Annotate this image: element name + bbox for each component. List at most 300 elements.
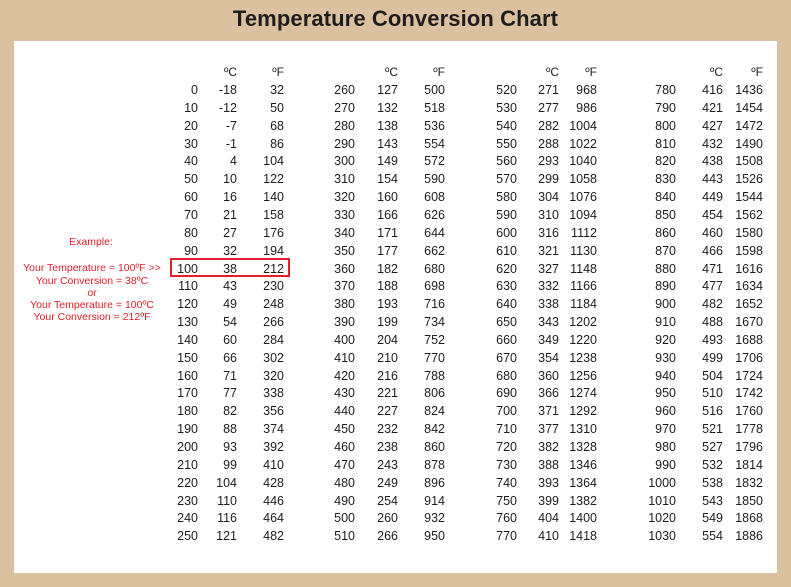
celsius-value: 360 (538, 368, 559, 383)
fahrenheit-value: 1202 (569, 315, 597, 330)
celsius-value: 343 (538, 315, 559, 330)
celsius-value: 438 (702, 154, 723, 169)
celsius-value: 221 (377, 386, 398, 401)
fahrenheit-value: 1364 (569, 475, 597, 490)
celsius-value: 549 (702, 511, 723, 526)
base-value: 1000 (648, 475, 676, 490)
base-value: 210 (177, 457, 198, 472)
celsius-value: 166 (377, 207, 398, 222)
celsius-value: 177 (377, 243, 398, 258)
celsius-value: 88 (223, 422, 237, 437)
fahrenheit-value: 158 (263, 207, 284, 222)
celsius-value: 66 (223, 350, 237, 365)
celsius-value: -12 (218, 100, 237, 115)
celsius-value: 466 (702, 243, 723, 258)
celsius-value: 293 (538, 154, 559, 169)
celsius-header: ºC (545, 65, 559, 79)
fahrenheit-value: 590 (424, 172, 445, 187)
fahrenheit-value: 1724 (735, 368, 763, 383)
base-value: 520 (496, 83, 517, 97)
celsius-value: 282 (538, 118, 559, 133)
fahrenheit-value: 176 (263, 225, 284, 240)
fahrenheit-value: 1436 (735, 83, 763, 97)
celsius-value: 499 (702, 350, 723, 365)
fahrenheit-value: 752 (424, 332, 445, 347)
base-value: 1030 (648, 529, 676, 544)
base-value: 460 (334, 440, 355, 454)
base-value: 370 (334, 279, 355, 294)
base-value: 390 (334, 315, 355, 330)
base-value: 740 (496, 475, 517, 490)
celsius-value: 327 (538, 261, 559, 276)
fahrenheit-value: 230 (263, 279, 284, 294)
fahrenheit-value: 1454 (735, 100, 763, 115)
celsius-value: 388 (538, 457, 559, 472)
celsius-value: 160 (377, 190, 398, 205)
base-value: 60 (184, 190, 198, 205)
fahrenheit-value: 932 (424, 511, 445, 526)
fahrenheit-value: 1868 (735, 511, 763, 526)
celsius-header: ºC (709, 65, 723, 79)
base-value: 470 (334, 457, 355, 472)
base-value: 230 (177, 493, 198, 508)
fahrenheit-value: 1112 (571, 225, 597, 240)
base-value: 860 (655, 225, 676, 240)
base-value: 110 (178, 279, 198, 294)
fahrenheit-value: 536 (424, 118, 445, 133)
fahrenheit-value: 1382 (569, 493, 597, 508)
example-or: or (87, 287, 97, 299)
base-value: 170 (177, 386, 198, 401)
fahrenheit-value: 1130 (570, 243, 597, 258)
base-value: 260 (334, 83, 355, 97)
fahrenheit-value: 212 (263, 261, 284, 276)
base-value: 430 (334, 386, 355, 401)
fahrenheit-value: 680 (424, 261, 445, 276)
celsius-value: 393 (538, 475, 559, 490)
base-value: 680 (496, 368, 517, 383)
celsius-value: -18 (218, 83, 237, 97)
fahrenheit-value: 572 (424, 154, 445, 169)
base-value: 20 (184, 118, 198, 133)
celsius-value: 254 (377, 493, 398, 508)
celsius-value: 232 (377, 422, 398, 437)
fahrenheit-value: 1004 (569, 118, 597, 133)
base-value: 250 (177, 529, 198, 544)
fahrenheit-value: 374 (263, 422, 284, 437)
base-value: 530 (496, 100, 517, 115)
celsius-value: 199 (377, 315, 398, 330)
celsius-value: 204 (377, 332, 398, 347)
fahrenheit-value: 824 (424, 404, 445, 419)
celsius-value: 266 (377, 529, 398, 544)
fahrenheit-value: 86 (270, 136, 284, 151)
fahrenheit-value: 716 (424, 297, 445, 312)
celsius-value: 504 (702, 368, 723, 383)
base-value: 80 (184, 225, 198, 240)
fahrenheit-value: 1238 (569, 350, 597, 365)
base-value: 850 (655, 207, 676, 222)
celsius-value: 299 (538, 172, 559, 187)
celsius-value: 410 (538, 529, 559, 544)
fahrenheit-value: 1400 (569, 511, 597, 526)
celsius-value: 427 (702, 118, 723, 133)
celsius-value: 416 (702, 83, 723, 97)
fahrenheit-value: 1058 (569, 172, 597, 187)
fahrenheit-value: 464 (263, 511, 284, 526)
fahrenheit-value: 626 (424, 207, 445, 222)
fahrenheit-value: 1508 (735, 154, 763, 169)
fahrenheit-value: 284 (263, 332, 284, 347)
base-value: 490 (334, 493, 355, 508)
celsius-value: 143 (377, 136, 398, 151)
base-value: 650 (496, 315, 517, 330)
base-value: 800 (655, 118, 676, 133)
fahrenheit-value: 122 (263, 172, 284, 187)
base-value: 830 (655, 172, 676, 187)
fahrenheit-value: 1148 (570, 261, 597, 276)
fahrenheit-value: 1292 (569, 404, 597, 419)
celsius-value: 471 (702, 261, 723, 276)
celsius-value: 321 (538, 243, 559, 258)
celsius-value: 16 (223, 190, 237, 205)
base-value: 630 (496, 279, 517, 294)
base-value: 870 (655, 243, 676, 258)
base-value: 820 (655, 154, 676, 169)
celsius-value: 432 (702, 136, 723, 151)
base-value: 570 (496, 172, 517, 187)
base-value: 920 (655, 332, 676, 347)
fahrenheit-value: 860 (424, 440, 445, 454)
fahrenheit-value: 1040 (569, 154, 597, 169)
fahrenheit-value: 806 (424, 386, 445, 401)
celsius-value: 238 (377, 440, 398, 454)
base-value: 720 (496, 440, 517, 454)
fahrenheit-value: 1598 (735, 243, 763, 258)
fahrenheit-value: 662 (424, 243, 445, 258)
celsius-value: 21 (223, 207, 237, 222)
base-value: 440 (334, 404, 355, 419)
celsius-value: 60 (223, 332, 237, 347)
fahrenheit-value: 1778 (735, 422, 763, 437)
celsius-value: 132 (377, 100, 398, 115)
fahrenheit-value: 878 (424, 457, 445, 472)
base-value: 50 (184, 172, 198, 187)
fahrenheit-value: 302 (263, 350, 284, 365)
base-value: 410 (334, 350, 355, 365)
celsius-value: 521 (702, 422, 723, 437)
celsius-header: ºC (223, 65, 237, 79)
celsius-value: 538 (702, 475, 723, 490)
fahrenheit-value: 608 (424, 190, 445, 205)
base-value: 620 (496, 261, 517, 276)
base-value: 340 (334, 225, 355, 240)
base-value: 450 (334, 422, 355, 437)
fahrenheit-value: 1760 (735, 404, 763, 419)
celsius-value: 38 (223, 261, 237, 276)
fahrenheit-value: 104 (263, 154, 284, 169)
base-value: 750 (496, 493, 517, 508)
fahrenheit-value: 1418 (569, 529, 597, 544)
fahrenheit-value: 950 (424, 529, 445, 544)
fahrenheit-header: ºF (272, 65, 284, 79)
celsius-value: 482 (702, 297, 723, 312)
celsius-value: 43 (223, 279, 237, 294)
base-value: 320 (334, 190, 355, 205)
page-title: Temperature Conversion Chart (232, 6, 559, 31)
fahrenheit-value: 1580 (735, 225, 763, 240)
celsius-value: 338 (538, 297, 559, 312)
base-value: 990 (655, 457, 676, 472)
base-value: 400 (334, 332, 355, 347)
celsius-value: 27 (223, 225, 237, 240)
fahrenheit-value: 518 (424, 100, 445, 115)
celsius-value: 510 (702, 386, 723, 401)
fahrenheit-value: 644 (424, 225, 445, 240)
base-value: 100 (177, 261, 198, 276)
fahrenheit-value: 698 (424, 279, 445, 294)
base-value: 380 (334, 297, 355, 312)
base-value: 90 (184, 243, 198, 258)
celsius-value: 421 (702, 100, 723, 115)
celsius-value: 310 (538, 207, 559, 222)
fahrenheit-value: 1886 (735, 529, 763, 544)
fahrenheit-value: 842 (424, 422, 445, 437)
celsius-value: 288 (538, 136, 559, 151)
fahrenheit-value: 1256 (569, 368, 597, 383)
celsius-value: 516 (702, 404, 723, 419)
celsius-value: 32 (223, 243, 237, 258)
celsius-value: 110 (217, 493, 237, 508)
fahrenheit-value: 734 (424, 315, 445, 330)
celsius-value: 82 (223, 404, 237, 419)
fahrenheit-value: 1076 (569, 190, 597, 205)
fahrenheit-value: 1328 (569, 440, 597, 454)
celsius-value: 399 (538, 493, 559, 508)
celsius-value: 554 (702, 529, 723, 544)
fahrenheit-value: 1544 (735, 190, 763, 205)
celsius-value: 121 (216, 529, 237, 544)
base-value: 840 (655, 190, 676, 205)
celsius-value: 532 (702, 457, 723, 472)
celsius-value: 382 (538, 440, 559, 454)
example-heading: Example: (69, 236, 113, 248)
celsius-header: ºC (384, 65, 398, 79)
fahrenheit-value: 1220 (569, 332, 597, 347)
celsius-value: 10 (223, 172, 237, 187)
celsius-value: 371 (538, 404, 559, 419)
base-value: 280 (334, 118, 355, 133)
base-value: 790 (655, 100, 676, 115)
celsius-value: 543 (702, 493, 723, 508)
fahrenheit-value: 410 (263, 457, 284, 472)
fahrenheit-value: 1796 (735, 440, 763, 454)
fahrenheit-value: 968 (576, 83, 597, 97)
fahrenheit-value: 428 (263, 475, 284, 490)
celsius-value: 404 (538, 511, 559, 526)
base-value: 40 (184, 154, 198, 169)
base-value: 640 (496, 297, 517, 312)
base-value: 120 (177, 297, 198, 312)
base-value: 140 (177, 332, 198, 347)
base-value: 880 (655, 261, 676, 276)
base-value: 300 (334, 154, 355, 169)
base-value: 70 (184, 207, 198, 222)
base-value: 910 (655, 315, 676, 330)
fahrenheit-value: 338 (263, 386, 284, 401)
base-value: 960 (655, 404, 676, 419)
celsius-value: 443 (702, 172, 723, 187)
fahrenheit-header: ºF (585, 65, 597, 79)
celsius-value: 354 (538, 350, 559, 365)
celsius-value: 316 (538, 225, 559, 240)
base-value: 130 (177, 315, 198, 330)
base-value: 690 (496, 386, 517, 401)
base-value: 930 (655, 350, 676, 365)
base-value: 980 (655, 440, 676, 454)
celsius-value: -7 (225, 118, 237, 133)
celsius-value: 188 (377, 279, 398, 294)
celsius-value: 260 (377, 511, 398, 526)
base-value: 360 (334, 261, 355, 276)
fahrenheit-value: 446 (263, 493, 284, 508)
fahrenheit-value: 788 (424, 368, 445, 383)
base-value: 180 (177, 404, 198, 419)
base-value: 970 (655, 422, 676, 437)
fahrenheit-value: 770 (424, 350, 445, 365)
fahrenheit-value: 482 (263, 529, 284, 544)
celsius-value: 377 (538, 422, 559, 437)
base-value: 240 (177, 511, 198, 526)
fahrenheit-value: 248 (263, 297, 284, 312)
celsius-value: 227 (377, 404, 398, 419)
fahrenheit-value: 320 (263, 368, 284, 383)
base-value: 600 (496, 225, 517, 240)
fahrenheit-value: 1634 (735, 279, 763, 294)
fahrenheit-value: 1094 (569, 207, 597, 222)
fahrenheit-value: 896 (424, 475, 445, 490)
base-value: 580 (496, 190, 517, 205)
celsius-value: 249 (377, 475, 398, 490)
celsius-value: 332 (538, 279, 559, 294)
celsius-value: 127 (377, 83, 398, 97)
fahrenheit-value: 1742 (735, 386, 763, 401)
base-value: 500 (334, 511, 355, 526)
base-value: 10 (184, 100, 198, 115)
celsius-value: 93 (223, 440, 237, 454)
base-value: 200 (177, 440, 198, 454)
celsius-value: 182 (377, 261, 398, 276)
celsius-value: 49 (223, 297, 237, 312)
example-line-fahrenheit-result: Your Conversion = 212ºF (33, 311, 151, 323)
fahrenheit-header: ºF (751, 65, 763, 79)
celsius-value: 449 (702, 190, 723, 205)
base-value: 610 (496, 243, 517, 258)
base-value: 270 (334, 100, 355, 115)
fahrenheit-value: 1310 (569, 422, 597, 437)
fahrenheit-value: 1490 (735, 136, 763, 151)
fahrenheit-value: 1706 (735, 350, 763, 365)
fahrenheit-value: 1814 (735, 457, 763, 472)
celsius-value: 304 (538, 190, 559, 205)
base-value: 810 (655, 136, 676, 151)
fahrenheit-value: 500 (424, 83, 445, 97)
base-value: 660 (496, 332, 517, 347)
base-value: 730 (496, 457, 517, 472)
celsius-value: 104 (216, 475, 237, 490)
base-value: 220 (177, 475, 198, 490)
celsius-value: 171 (377, 225, 398, 240)
celsius-value: 271 (538, 83, 559, 97)
fahrenheit-value: 1688 (735, 332, 763, 347)
base-value: 330 (334, 207, 355, 222)
base-value: 0 (191, 83, 198, 97)
base-value: 160 (177, 368, 198, 383)
fahrenheit-value: 1670 (735, 315, 763, 330)
fahrenheit-value: 32 (270, 83, 284, 97)
celsius-value: 460 (702, 225, 723, 240)
fahrenheit-value: 392 (263, 440, 284, 454)
fahrenheit-value: 914 (424, 493, 445, 508)
celsius-value: 454 (702, 207, 723, 222)
base-value: 190 (177, 422, 198, 437)
base-value: 480 (334, 475, 355, 490)
fahrenheit-value: 1022 (569, 136, 597, 151)
base-value: 700 (496, 404, 517, 419)
fahrenheit-value: 1166 (570, 279, 597, 294)
celsius-value: 493 (702, 332, 723, 347)
fahrenheit-value: 1652 (735, 297, 763, 312)
base-value: 1020 (648, 511, 676, 526)
base-value: 1010 (648, 493, 676, 508)
fahrenheit-value: 1562 (735, 207, 763, 222)
celsius-value: 349 (538, 332, 559, 347)
celsius-value: 477 (702, 279, 723, 294)
fahrenheit-value: 356 (263, 404, 284, 419)
example-line-fahrenheit-input: Your Temperature = 100ºF >> (23, 262, 161, 274)
celsius-value: 4 (230, 154, 237, 169)
example-row-highlight (170, 258, 290, 277)
celsius-value: 116 (217, 511, 237, 526)
base-value: 950 (655, 386, 676, 401)
base-value: 780 (655, 83, 676, 97)
celsius-value: 138 (377, 118, 398, 133)
base-value: 150 (177, 350, 198, 365)
celsius-value: 216 (377, 368, 398, 383)
fahrenheit-header: ºF (433, 65, 445, 79)
fahrenheit-value: 554 (424, 136, 445, 151)
fahrenheit-value: 1832 (735, 475, 763, 490)
celsius-value: 154 (377, 172, 398, 187)
base-value: 30 (184, 136, 198, 151)
base-value: 290 (334, 136, 355, 151)
celsius-value: 366 (538, 386, 559, 401)
fahrenheit-value: 1472 (735, 118, 763, 133)
fahrenheit-value: 1850 (735, 493, 763, 508)
fahrenheit-value: 50 (270, 100, 284, 115)
base-value: 770 (496, 529, 517, 544)
base-value: 510 (334, 529, 355, 544)
base-value: 420 (334, 368, 355, 383)
celsius-value: 193 (377, 297, 398, 312)
base-value: 560 (496, 154, 517, 169)
fahrenheit-value: 194 (263, 243, 284, 258)
base-value: 310 (334, 172, 355, 187)
celsius-value: 527 (702, 440, 723, 454)
celsius-value: 243 (377, 457, 398, 472)
fahrenheit-value: 986 (576, 100, 597, 115)
celsius-value: 99 (223, 457, 237, 472)
